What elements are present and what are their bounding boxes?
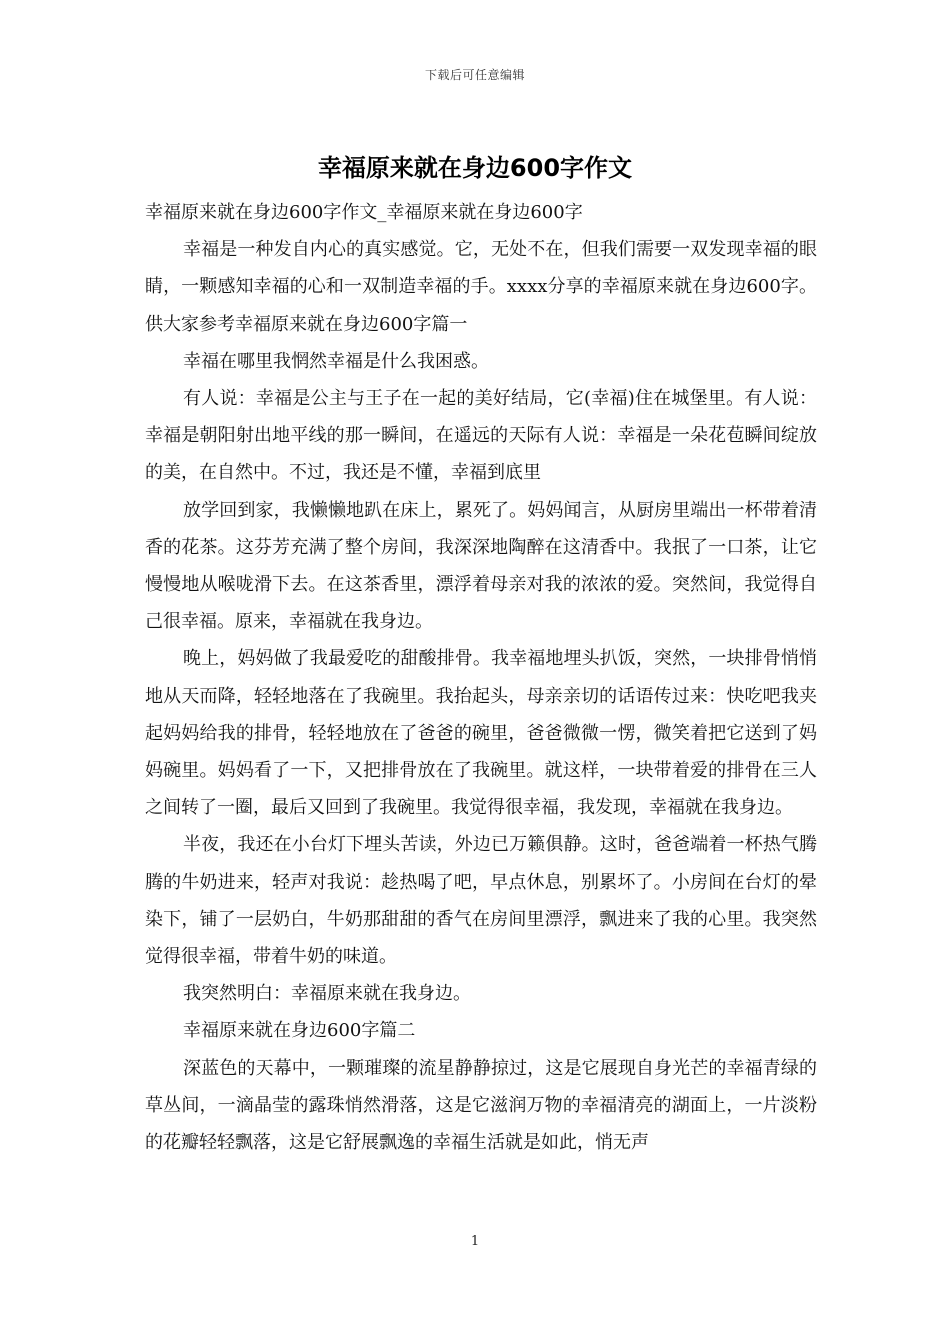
body-paragraph: 幸福是一种发自内心的真实感觉。它，无处不在，但我们需要一双发现幸福的眼睛，一颗感知幸福的心和一双制造幸福的手。xxxx分享的幸福原来就在身边600字。供大家参考幸福原来就在身边600字篇一 bbox=[145, 239, 817, 335]
document-body bbox=[145, 194, 817, 1161]
body-paragraph: 深蓝色的天幕中，一颗璀璨的流星静静掠过，这是它展现自身光芒的幸福青绿的草丛间，一滴晶莹的露珠悄然滑落，这是它滋润万物的幸福清亮的湖面上，一片淡粉的花瓣轻轻飘落，这是它舒展飘逸的幸福生活就是如此，悄无声 bbox=[145, 1057, 817, 1154]
document-title: 幸福原来就在身边600字作文 bbox=[317, 154, 633, 182]
header-note: 下载后可任意编辑 bbox=[424, 68, 525, 82]
body-paragraph: 放学回到家，我懒懒地趴在床上，累死了。妈妈闻言，从厨房里端出一杯带着清香的花茶。这芬芳充满了整个房间，我深深地陶醉在这清香中。我抿了一口茶，让它慢慢地从喉咙滑下去。在这茶香里，漂浮着母亲对我的浓浓的爱。突然间，我觉得自己很幸福。原来，幸福就在我身边。 bbox=[145, 499, 817, 633]
section-heading: 幸福原来就在身边600字篇二 bbox=[183, 1020, 416, 1042]
body-paragraph: 幸福在哪里我惘然幸福是什么我困惑。 bbox=[183, 350, 489, 372]
body-paragraph: 半夜，我还在小台灯下埋头苦读，外边已万籁俱静。这时，爸爸端着一杯热气腾腾的牛奶进来，轻声对我说：趁热喝了吧，早点休息，别累坏了。小房间在台灯的晕染下，铺了一层奶白，牛奶那甜甜的香气在房间里漂浮，飘进来了我的心里。我突然觉得很幸福，带着牛奶的味道。 bbox=[145, 834, 817, 968]
body-paragraph: 我突然明白：幸福原来就在我身边。 bbox=[183, 983, 471, 1005]
body-paragraph: 有人说：幸福是公主与王子在一起的美好结局，它(幸福)住在城堡里。有人说：幸福是朝阳射出地平线的那一瞬间，在遥远的天际有人说：幸福是一朵花苞瞬间绽放的美，在自然中。不过，我还是不懂，幸福到底里 bbox=[145, 388, 817, 484]
body-paragraph: 晚上，妈妈做了我最爱吃的甜酸排骨。我幸福地埋头扒饭，突然，一块排骨悄悄地从天而降，轻轻地落在了我碗里。我抬起头，母亲亲切的话语传过来：快吃吧我夹起妈妈给我的排骨，轻轻地放在了爸爸的碗里，爸爸微微一愣，微笑着把它送到了妈妈碗里。妈妈看了一下，又把排骨放在了我碗里。就这样，一块带着爱的排骨在三人之间转了一圈，最后又回到了我碗里。我觉得很幸福，我发现，幸福就在我身边。 bbox=[145, 648, 817, 819]
page-number: 1 bbox=[470, 1234, 480, 1249]
subtitle-paragraph: 幸福原来就在身边600字作文_幸福原来就在身边600字 bbox=[145, 202, 583, 223]
